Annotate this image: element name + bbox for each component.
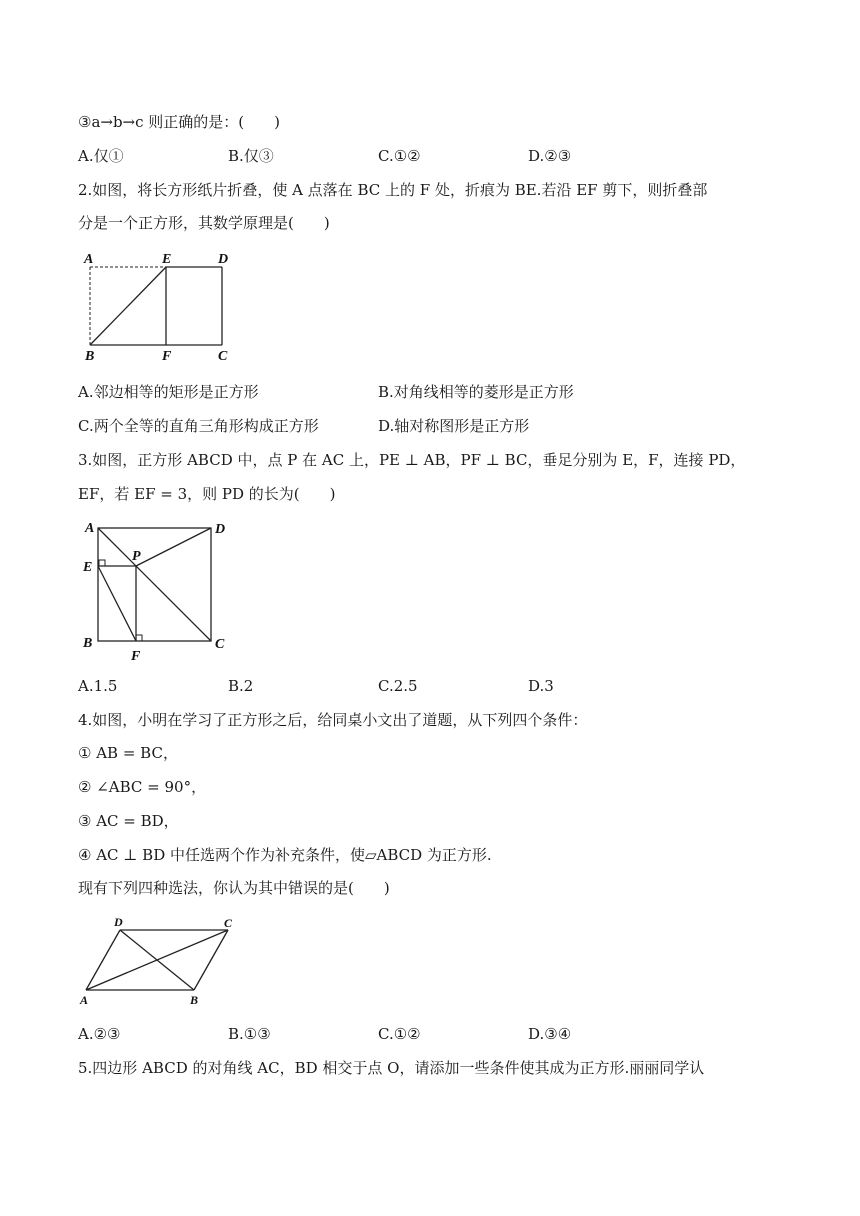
q1-option-c: C.①② bbox=[378, 147, 421, 165]
q4-option-d: D.③④ bbox=[528, 1025, 572, 1043]
fig3-right-angle-e bbox=[99, 560, 105, 566]
q4-condition-2: ② ∠ABC = 90°， bbox=[78, 778, 207, 796]
fig4-label-d: D bbox=[114, 915, 123, 929]
fig2-label-d: D bbox=[218, 252, 229, 267]
fig3-label-a: A bbox=[85, 521, 95, 536]
q4-figure bbox=[76, 912, 246, 1008]
q4-option-a: A.②③ bbox=[78, 1025, 121, 1043]
q4-option-b: B.①③ bbox=[228, 1025, 271, 1043]
q3-option-d: D.3 bbox=[528, 677, 554, 695]
fig3-line-ef bbox=[98, 566, 136, 641]
fig2-label-e: E bbox=[162, 252, 172, 267]
q2-stem-line1: 2.如图，将长方形纸片折叠，使 A 点落在 BC 上的 F 处，折痕为 BE.若沿 EF 剪下，则折叠部 bbox=[78, 181, 708, 199]
q2-option-d: D.轴对称图形是正方形 bbox=[378, 417, 530, 435]
q4-stem-line2: 现有下列四种选法，你认为其中错误的是( ) bbox=[78, 879, 390, 897]
fig3-label-d: D bbox=[215, 522, 226, 537]
fig3-label-p: P bbox=[132, 549, 141, 564]
q1-option-d: D.②③ bbox=[528, 147, 572, 165]
q2-option-c: C.两个全等的直角三角形构成正方形 bbox=[78, 417, 319, 435]
q1-option-b: B.仅③ bbox=[228, 147, 274, 165]
fig4-line-ad bbox=[86, 930, 120, 990]
fig4-line-bc bbox=[194, 930, 228, 990]
q3-option-a: A.1.5 bbox=[78, 677, 118, 695]
fig3-label-e: E bbox=[83, 560, 93, 575]
q4-condition-3: ③ AC = BD， bbox=[78, 812, 179, 830]
q4-option-c: C.①② bbox=[378, 1025, 421, 1043]
q3-option-b: B.2 bbox=[228, 677, 254, 695]
fig4-label-b: B bbox=[190, 993, 199, 1007]
fig3-label-c: C bbox=[215, 637, 225, 652]
fig3-line-pd bbox=[136, 528, 211, 566]
fig2-line-be bbox=[90, 267, 166, 345]
q2-option-a: A.邻边相等的矩形是正方形 bbox=[78, 383, 259, 401]
q3-stem-line1: 3.如图，正方形 ABCD 中，点 P 在 AC 上，PE ⊥ AB，PF ⊥ BC，垂足分别为 E，F，连接 PD， bbox=[78, 451, 746, 469]
fig2-label-f: F bbox=[162, 349, 172, 364]
fig2-label-c: C bbox=[218, 349, 228, 364]
q4-condition-1: ① AB = BC， bbox=[78, 744, 178, 762]
q4-stem-line1: 4.如图，小明在学习了正方形之后，给同桌小文出了道题，从下列四个条件： bbox=[78, 711, 588, 729]
q2-stem-line2: 分是一个正方形，其数学原理是( ) bbox=[78, 214, 330, 232]
q1-tail-text: ③a→b→c 则正确的是：( ) bbox=[78, 113, 281, 131]
q4-condition-4: ④ AC ⊥ BD 中任选两个作为补充条件，使▱ABCD 为正方形. bbox=[78, 846, 492, 864]
fig4-diagonal-bd bbox=[120, 930, 194, 990]
fig3-label-b: B bbox=[83, 636, 93, 651]
q3-figure bbox=[80, 514, 240, 664]
fig4-label-c: C bbox=[224, 916, 233, 930]
q1-option-a: A.仅① bbox=[78, 147, 124, 165]
q5-stem-line1: 5.四边形 ABCD 的对角线 AC，BD 相交于点 O，请添加一些条件使其成为正方形.丽丽同学认 bbox=[78, 1059, 705, 1077]
q2-figure bbox=[80, 248, 250, 366]
fig3-diagonal-ac bbox=[98, 528, 211, 641]
fig3-label-f: F bbox=[131, 649, 141, 664]
q3-stem-line2: EF，若 EF = 3，则 PD 的长为( ) bbox=[78, 485, 336, 503]
q3-option-c: C.2.5 bbox=[378, 677, 418, 695]
fig2-label-a: A bbox=[84, 252, 94, 267]
fig2-label-b: B bbox=[85, 349, 95, 364]
fig4-label-a: A bbox=[80, 993, 89, 1007]
fig3-right-angle-f bbox=[136, 635, 142, 641]
q2-option-b: B.对角线相等的菱形是正方形 bbox=[378, 383, 574, 401]
